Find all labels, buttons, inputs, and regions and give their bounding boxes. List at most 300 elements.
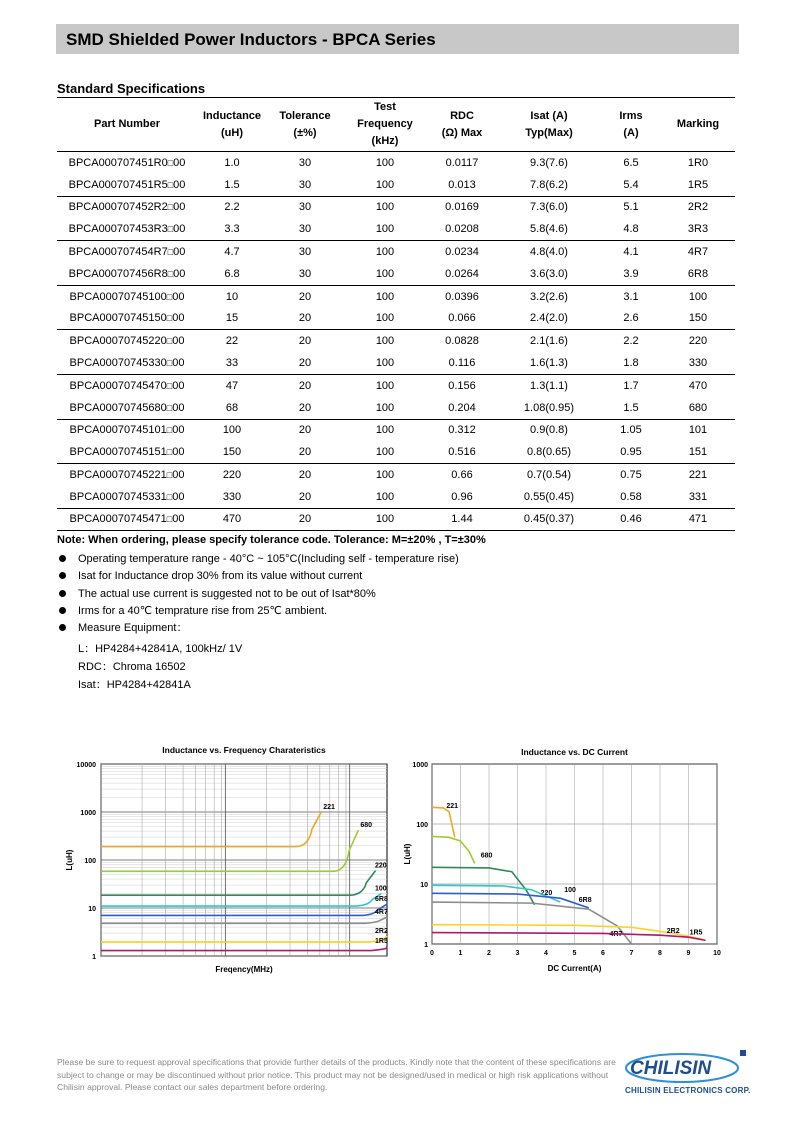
series-label: 1R5 [375,938,388,946]
table-row [57,218,735,240]
part-number-cell [57,441,197,463]
y-tick-label: 1000 [412,762,428,769]
table-row [57,152,735,174]
part-number-suffix: 00 [173,246,186,259]
cell-isat: 5.8(4.6) [530,223,568,236]
inductance-vs-dc-current-chart [400,742,730,982]
table-header-row [57,98,735,152]
column-header-line: Irms [619,109,643,122]
cell-freq: 100 [375,312,395,325]
equipment-item: Isat：HP4284+42841A [78,679,191,691]
equipment-item: RDC：Chroma 16502 [78,661,186,673]
part-number-suffix: 00 [172,424,185,437]
series-label: 680 [480,852,493,860]
part-number-cell [57,397,197,419]
cell-mark: 100 [688,290,708,303]
cell-mark: 2R2 [687,201,709,214]
part-number-prefix: BPCA000707451R0 [68,156,168,169]
y-tick-label: 10 [88,906,96,913]
cell-irms: 5.4 [623,178,639,191]
tolerance-code-placeholder: □ [167,157,174,168]
cell-mark: 3R3 [687,223,709,236]
cell-tol: 30 [298,267,312,280]
column-header-line: Typ(Max) [525,126,573,139]
part-number-cell [57,174,197,196]
list-item [57,621,459,638]
part-number-suffix: 00 [172,513,185,526]
cell-irms: 4.1 [623,246,639,259]
list-item [57,552,459,569]
part-number-prefix: BPCA00070745330 [69,357,167,370]
cell-tol: 20 [298,290,312,303]
part-number-suffix: 00 [172,335,185,348]
x-tick-label: 0 [430,950,434,957]
cell-mark: 470 [688,379,708,392]
bullet-dot-icon [59,555,66,562]
chart-title: Inductance vs. DC Current [521,747,628,757]
table-row [57,464,735,486]
cell-mark: 6R8 [687,267,709,280]
x-tick-label: 4 [544,950,548,957]
tolerance-code-placeholder: □ [167,202,174,213]
cell-irms: 3.9 [623,267,639,280]
column-header-line: (kHz) [371,135,399,147]
cell-tol: 20 [298,490,312,503]
cell-ind: 4.7 [224,246,240,259]
cell-tol: 20 [298,401,312,414]
cell-isat: 7.3(6.0) [530,201,568,214]
cell-freq: 100 [375,201,395,214]
column-header [57,98,197,152]
part-number-cell [57,218,197,240]
cell-tol: 20 [298,424,312,437]
column-header-line: Inductance [202,109,262,122]
cell-tol: 20 [298,357,312,370]
tolerance-code-placeholder: □ [166,447,173,458]
part-number-prefix: BPCA00070745101 [69,424,167,437]
y-tick-label: 100 [84,858,96,865]
page-title: SMD Shielded Power Inductors - BPCA Series [66,30,436,49]
tolerance-code-placeholder: □ [167,268,174,279]
cell-ind: 1.5 [224,178,240,191]
series-label: 221 [323,804,335,811]
cell-rdc: 0.0396 [445,290,479,303]
series-label: 2R2 [666,928,680,936]
cell-tol: 20 [298,513,312,526]
cell-rdc: 0.66 [451,469,473,482]
y-axis-label: L(uH) [65,849,74,871]
list-item-text: Measure Equipment： [78,622,188,635]
cell-freq: 100 [375,379,395,392]
part-number-cell [57,374,197,396]
y-tick-label: 100 [416,822,428,829]
part-number-prefix: BPCA000707453R3 [68,223,168,236]
title-bar [56,24,739,54]
x-tick-label: 3 [515,950,520,957]
cell-isat: 3.6(3.0) [530,267,568,280]
bullet-dot-icon [59,624,66,631]
part-number-cell [57,196,197,218]
series-label: 1R5 [689,929,703,937]
cell-rdc: 0.204 [448,401,476,414]
column-header-line: Test [374,101,396,113]
y-tick-label: 10000 [76,762,96,769]
tolerance-code-placeholder: □ [166,402,173,413]
x-tick-label: 6 [601,950,605,957]
column-header-line: Part Number [93,118,161,130]
cell-ind: 15 [225,312,239,325]
cell-tol: 20 [298,469,312,482]
ordering-note: Note: When ordering, please specify tolerance code. Tolerance: M=±20% , T=±30% [57,534,486,546]
list-item [57,569,459,586]
part-number-suffix: 00 [173,267,186,280]
part-number-prefix: BPCA00070745471 [69,513,167,526]
y-tick-label: 1 [424,942,428,949]
part-number-prefix: BPCA00070745151 [69,446,167,459]
part-number-suffix: 00 [172,379,185,392]
cell-tol: 30 [298,201,312,214]
cell-rdc: 0.0234 [445,246,479,259]
part-number-cell [57,308,197,330]
x-tick-label: 1 [458,950,463,957]
chart-title: Inductance vs. Frequency Charateristics [162,745,326,755]
table-row [57,241,735,263]
part-number-suffix: 00 [173,178,186,191]
table-row [57,263,735,285]
section-title: Standard Specifications [57,81,206,96]
cell-irms: 1.05 [620,424,642,437]
cell-irms: 6.5 [623,156,639,169]
list-item-text: The actual use current is suggested not to be out of Isat*80% [78,587,376,600]
cell-irms: 1.5 [623,401,639,414]
cell-irms: 1.8 [623,357,639,370]
table-row [57,174,735,196]
table-row [57,196,735,218]
part-number-suffix: 00 [172,357,185,370]
series-label: 100 [375,885,387,893]
cell-ind: 33 [225,357,239,370]
part-number-suffix: 00 [173,201,186,214]
column-header-line: (A) [623,126,639,139]
part-number-prefix: BPCA000707451R5 [68,178,168,191]
cell-rdc: 0.0117 [445,156,479,169]
x-tick-label: 10 [713,950,721,957]
inductance-vs-frequency-chart [60,740,400,980]
table-row [57,374,735,396]
y-tick-label: 10 [420,882,428,889]
cell-irms: 0.75 [620,469,642,482]
cell-ind: 220 [222,469,242,482]
tolerance-code-placeholder: □ [166,336,173,347]
part-number-cell [57,152,197,174]
column-header [661,98,735,152]
cell-isat: 0.9(0.8) [530,424,568,437]
cell-mark: 1R5 [687,178,709,191]
part-number-cell [57,508,197,530]
cell-mark: 220 [688,335,708,348]
column-header-line: Marking [676,118,720,130]
series-label: 680 [360,822,373,830]
tolerance-code-placeholder: □ [166,514,173,525]
cell-ind: 47 [225,379,239,392]
part-number-prefix: BPCA00070745680 [69,401,167,414]
series-label: 4R7 [609,931,623,938]
cell-isat: 1.08(0.95) [523,401,575,414]
cell-isat: 2.1(1.6) [530,335,568,348]
cell-isat: 3.2(2.6) [530,290,568,303]
x-axis-label: Freqency(MHz) [215,965,273,974]
part-number-cell [57,486,197,508]
cell-ind: 10 [225,290,239,303]
cell-ind: 470 [222,513,242,526]
x-tick-label: 5 [572,950,577,957]
cell-irms: 4.8 [623,223,639,236]
cell-irms: 2.2 [623,335,639,348]
cell-freq: 100 [375,223,395,236]
part-number-suffix: 00 [172,290,185,303]
cell-rdc: 0.066 [448,312,476,325]
chilisin-logo-icon [622,1045,757,1087]
cell-freq: 100 [375,156,395,169]
cell-ind: 150 [222,446,242,459]
cell-mark: 150 [688,312,708,325]
cell-rdc: 0.0828 [445,335,479,348]
table-row [57,441,735,463]
part-number-suffix: 00 [172,469,185,482]
tolerance-code-placeholder: □ [166,425,173,436]
cell-freq: 100 [375,357,395,370]
spec-table [57,97,735,531]
cell-tol: 20 [298,379,312,392]
tolerance-code-placeholder: □ [167,179,174,190]
series-label: 6R8 [578,896,592,904]
cell-isat: 0.7(0.54) [526,469,572,482]
part-number-suffix: 00 [173,223,186,236]
cell-mark: 331 [688,490,708,503]
part-number-prefix: BPCA000707456R8 [68,267,168,280]
x-axis-label: DC Current(A) [547,964,602,973]
cell-ind: 6.8 [224,267,240,280]
cell-rdc: 0.156 [448,379,476,392]
cell-rdc: 0.0264 [445,267,479,280]
cell-rdc: 0.116 [448,357,476,370]
part-number-suffix: 00 [172,446,185,459]
cell-ind: 1.0 [224,156,240,169]
cell-mark: 221 [688,469,708,482]
column-header [343,98,427,152]
column-header [267,98,343,152]
table-row [57,508,735,530]
series-label: 2R2 [375,928,388,936]
table-body [57,152,735,531]
cell-rdc: 0.96 [451,490,473,503]
cell-irms: 0.46 [620,513,642,526]
column-header-line: Frequency [357,118,413,130]
cell-mark: 4R7 [687,246,709,259]
cell-freq: 100 [375,246,395,259]
part-number-cell [57,285,197,307]
series-label: 4R7 [375,908,388,916]
cell-tol: 30 [298,223,312,236]
table-row [57,352,735,374]
column-header [197,98,267,152]
column-header-line: Tolerance [279,109,331,122]
cell-ind: 68 [225,401,239,414]
cell-freq: 100 [375,335,395,348]
cell-irms: 3.1 [623,290,639,303]
y-tick-label: 1 [92,954,96,961]
company-logo [622,1045,757,1101]
part-number-prefix: BPCA00070745220 [69,335,167,348]
cell-rdc: 0.516 [448,446,476,459]
cell-freq: 100 [375,446,395,459]
cell-isat: 4.8(4.0) [530,246,568,259]
column-header [497,98,601,152]
table-row [57,419,735,441]
table-row [57,330,735,352]
cell-mark: 680 [688,401,708,414]
cell-mark: 330 [688,357,708,370]
list-item-text: Operating temperature range - 40°C ~ 105°C(Including self - temperature rise) [78,553,459,565]
logo-text: CHILISIN [630,1058,712,1079]
cell-tol: 30 [298,178,312,191]
cell-mark: 101 [688,424,708,437]
column-header [601,98,661,152]
cell-isat: 0.8(0.65) [526,446,572,459]
cell-irms: 0.58 [620,490,642,503]
cell-irms: 1.7 [623,379,639,392]
x-tick-label: 9 [686,950,691,957]
series-label: 220 [375,862,387,870]
equipment-item: L：HP4284+42841A, 100kHz/ 1V [78,643,243,655]
cell-freq: 100 [375,290,395,303]
cell-isat: 9.3(7.6) [530,156,568,169]
cell-rdc: 1.44 [451,513,473,526]
part-number-cell [57,352,197,374]
cell-freq: 100 [375,267,395,280]
part-number-prefix: BPCA00070745221 [69,469,167,482]
part-number-suffix: 00 [173,156,186,169]
footer-disclaimer: Please be sure to request approval specifications that provide further details of the products. Kindly note that the content of these specifications are subject to change or may be discontinued without prior notice. This product may not be designed/used in medical or high risk applications without Chilisin approval. Please contact our sales department before ordering. [57,1057,616,1093]
list-item-text: Irms for a 40℃ temprature rise from 25℃ ambient. [78,604,328,617]
cell-isat: 2.4(2.0) [530,312,568,325]
x-tick-label: 7 [629,950,634,957]
tolerance-code-placeholder: □ [167,247,174,258]
cell-irms: 5.1 [623,201,639,214]
tolerance-code-placeholder: □ [166,358,173,369]
part-number-suffix: 00 [172,401,185,414]
table-row [57,397,735,419]
part-number-prefix: BPCA000707452R2 [68,201,168,214]
cell-freq: 100 [375,424,395,437]
tolerance-code-placeholder: □ [166,470,173,481]
tolerance-code-placeholder: □ [166,491,173,502]
list-item [57,587,459,604]
tolerance-code-placeholder: □ [166,291,173,302]
cell-mark: 471 [688,513,708,526]
part-number-cell [57,263,197,285]
cell-ind: 2.2 [224,201,240,214]
company-name: CHILISIN ELECTRONICS CORP. [625,1086,751,1095]
part-number-suffix: 00 [172,312,185,325]
cell-freq: 100 [375,401,395,414]
cell-rdc: 0.0208 [445,223,479,236]
cell-freq: 100 [375,178,395,191]
cell-ind: 100 [222,424,242,437]
x-tick-label: 2 [487,950,491,957]
cell-rdc: 0.013 [448,178,476,191]
table-row [57,308,735,330]
cell-ind: 3.3 [224,223,240,236]
cell-isat: 1.3(1.1) [530,379,568,392]
cell-isat: 7.8(6.2) [530,178,568,191]
column-header-line: (uH) [221,126,243,139]
cell-tol: 20 [298,335,312,348]
part-number-cell [57,330,197,352]
series-label: 6R8 [375,896,388,904]
part-number-cell [57,419,197,441]
table-row [57,285,735,307]
part-number-prefix: BPCA00070745150 [69,312,167,325]
tolerance-code-placeholder: □ [167,224,174,235]
cell-isat: 0.45(0.37) [523,513,575,526]
part-number-prefix: BPCA00070745100 [69,290,167,303]
cell-isat: 0.55(0.45) [523,490,575,503]
part-number-cell [57,241,197,263]
bullet-dot-icon [59,607,66,614]
cell-mark: 1R0 [687,156,709,169]
tolerance-code-placeholder: □ [166,313,173,324]
x-tick-label: 8 [658,950,662,957]
cell-freq: 100 [375,469,395,482]
series-label: 220 [540,889,553,897]
column-header-line: RDC [450,109,474,122]
cell-tol: 30 [298,246,312,259]
cell-tol: 20 [298,446,312,459]
cell-freq: 100 [375,513,395,526]
spec-notes-list [57,552,459,638]
column-header-line: (Ω) Max [441,126,483,139]
column-header-line: Isat (A) [530,109,568,122]
cell-ind: 330 [222,490,242,503]
cell-tol: 30 [298,156,312,169]
column-header-line: (±%) [293,126,317,139]
part-number-suffix: 00 [172,490,185,503]
cell-freq: 100 [375,490,395,503]
table-row [57,486,735,508]
bullet-dot-icon [59,572,66,579]
bullet-dot-icon [59,590,66,597]
part-number-prefix: BPCA000707454R7 [68,246,168,259]
series-label: 221 [446,802,459,810]
series-label: 100 [564,887,576,895]
y-axis-label: L(uH) [403,843,412,865]
column-header [427,98,497,152]
tolerance-code-placeholder: □ [166,380,173,391]
part-number-cell [57,464,197,486]
list-item-text: Isat for Inductance drop 30% from its value without current [78,570,363,583]
cell-rdc: 0.312 [448,424,476,437]
cell-tol: 20 [298,312,312,325]
cell-irms: 2.6 [623,312,639,325]
part-number-prefix: BPCA00070745470 [69,379,167,392]
part-number-prefix: BPCA00070745331 [69,490,167,503]
list-item [57,604,459,621]
cell-rdc: 0.0169 [445,201,479,214]
cell-mark: 151 [688,446,708,459]
y-tick-label: 1000 [80,810,96,817]
cell-isat: 1.6(1.3) [530,357,568,370]
